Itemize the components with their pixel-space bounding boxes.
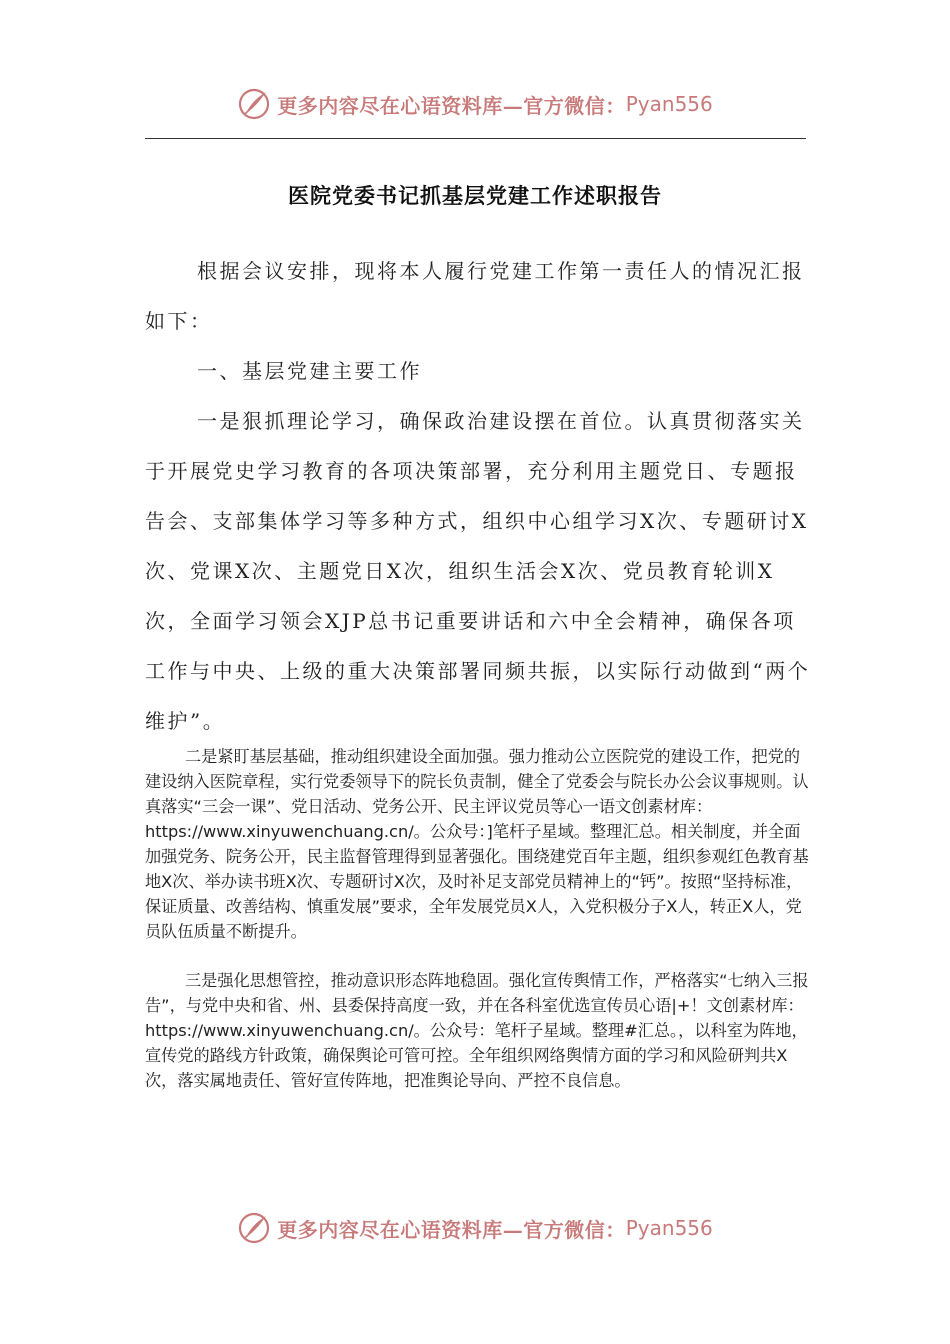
section1-heading-text: 一、基层党建主要工作 — [197, 359, 422, 383]
watermark-text: 更多内容尽在心语资料库—官方微信： — [277, 1217, 626, 1242]
paragraph-one — [145, 396, 817, 746]
header-divider — [145, 138, 806, 139]
footer-watermark — [0, 1208, 950, 1248]
watermark-text: 更多内容尽在心语资料库—官方微信： — [277, 93, 626, 118]
paragraph-three — [145, 968, 813, 1093]
watermark-wechat-id: Pyan556 — [625, 1216, 713, 1240]
paragraph-two — [145, 744, 813, 944]
intro-text: 根据会议安排，现将本人履行党建工作第一责任人的情况汇报如下： — [145, 259, 805, 333]
document-title: 医院党委书记抓基层党建工作述职报告 — [288, 183, 662, 208]
paragraph-one-text: 一是狠抓理论学习，确保政治建设摆在首位。认真贯彻落实关于开展党史学习教育的各项决策部署，充分利用主题党日、专题报告会、支部集体学习等多种方式，组织中心组学习X次、专题研讨X次、党课X次、主题党日X次，组织生活会X次、党员教育轮训X次，全面学习领会XJP总书记重要讲话和六中全会精神，确保各项工作与中央、上级的重大决策部署同频共振，以实际行动做到“两个维护”。 — [145, 409, 811, 733]
quill-logo-icon — [237, 1211, 271, 1245]
watermark-wechat-id: Pyan556 — [625, 92, 713, 116]
intro-paragraph — [145, 246, 817, 346]
header-watermark — [0, 84, 950, 124]
quill-logo-icon — [237, 87, 271, 121]
paragraph-two-text: 二是紧盯基层基础，推动组织建设全面加强。强力推动公立医院党的建设工作，把党的建设纳入医院章程，实行党委领导下的院长负责制，健全了党委会与院长办公会议事规则。认真落实“三会一课”、党日活动、党务公开、民主评议党员等心一语文创素材库：https://www.xinyuwenchuang.cn/。公众号：]笔杆子星域。整理汇总。相关制度，并全面加强党务、院务公开，民主监督管理得到显著强化。围绕建党百年主题，组织参观红色教育基地X次、举办读书班X次、专题研讨X次，及时补足支部党员精神上的“钙”。按照“坚持标准，保证质量、改善结构、慎重发展”要求，全年发展党员X人，入党积极分子X人，转正X人，党员队伍质量不断提升。 — [145, 747, 809, 941]
section-heading — [145, 346, 817, 396]
paragraph-three-text: 三是强化思想管控，推动意识形态阵地稳固。强化宣传舆情工作，严格落实“七纳入三报告”，与党中央和省、州、县委保持高度一致，并在各科室优选宣传员心语|+！文创素材库：https://www.xinyuwenchuang.cn/。公众号：笔杆子星域。整理#汇总。，以科室为阵地，宣传党的路线方针政策，确保舆论可管可控。全年组织网络舆情方面的学习和风险研判共X次，落实属地责任、管好宣传阵地，把准舆论导向、严控不良信息。 — [145, 971, 809, 1090]
